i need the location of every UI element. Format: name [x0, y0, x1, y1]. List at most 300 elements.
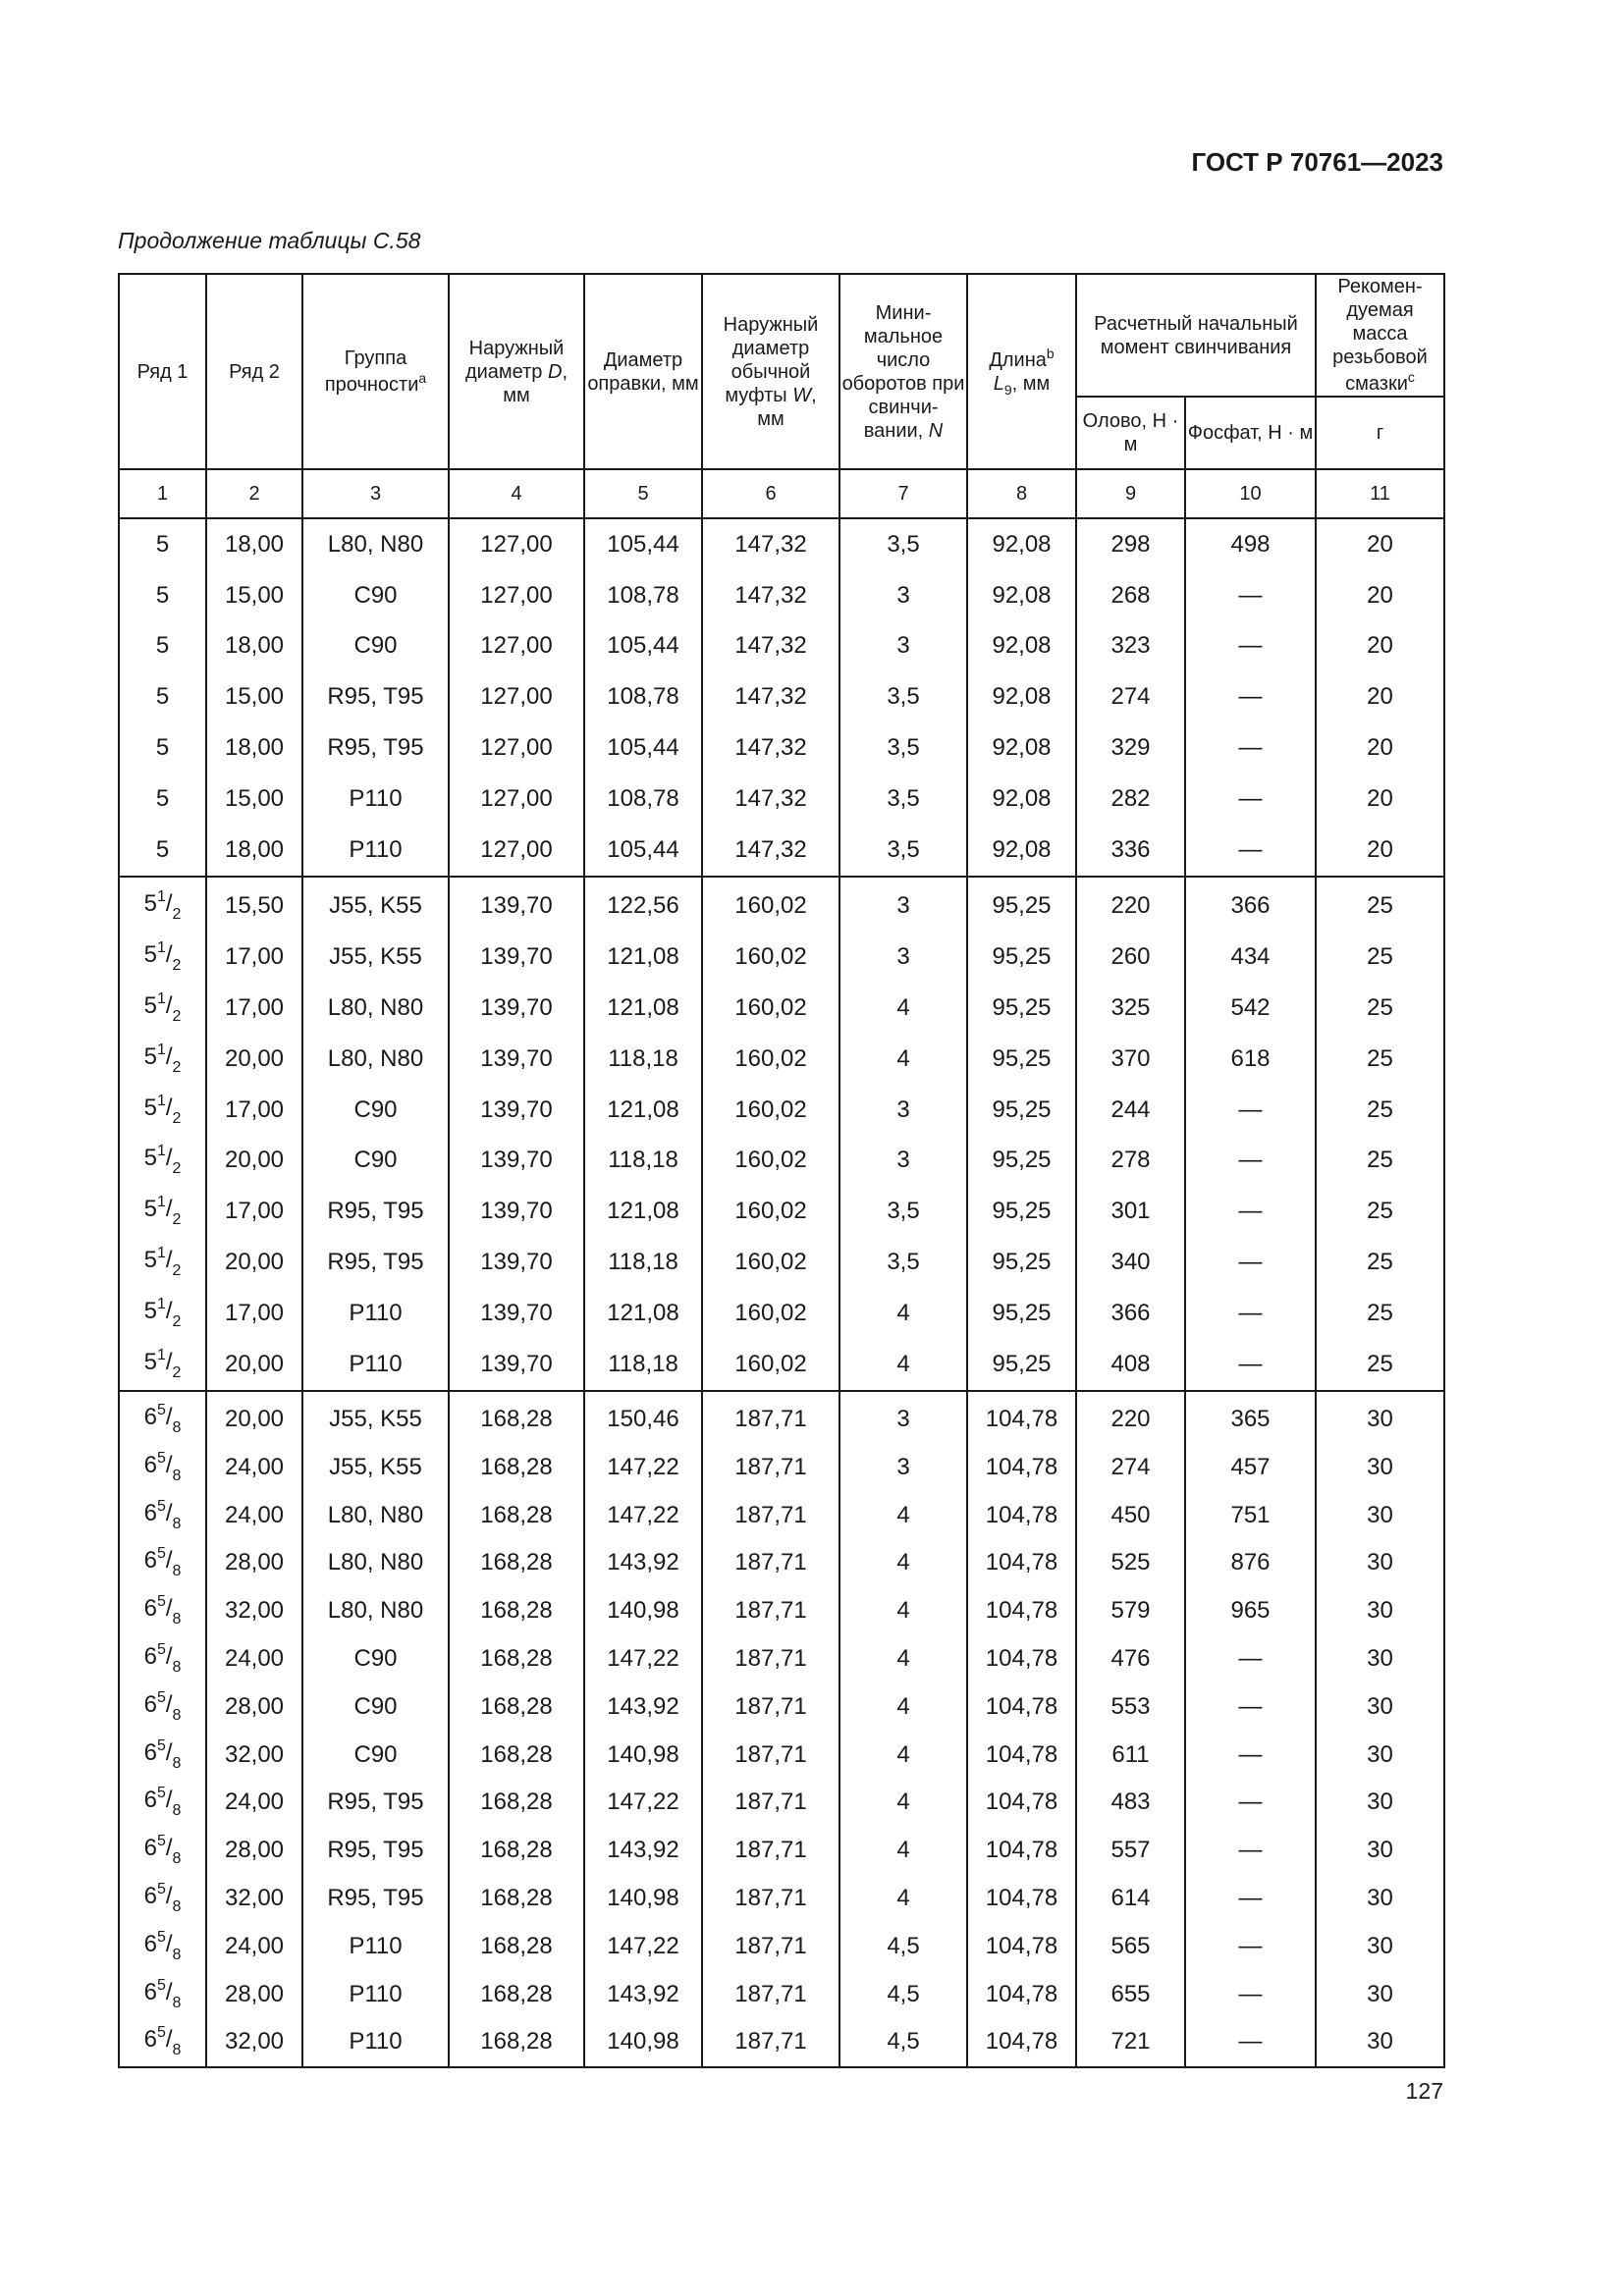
row2-value: 28,00 — [206, 1970, 302, 2018]
grease-mass: 25 — [1316, 1034, 1444, 1085]
drift-diameter: 118,18 — [584, 1339, 702, 1391]
length-value: 92,08 — [967, 518, 1076, 570]
column-number: 1 — [119, 469, 206, 518]
strength-group: P110 — [302, 1288, 449, 1339]
phosphate-torque: — — [1185, 1085, 1316, 1136]
phosphate-torque: — — [1185, 1237, 1316, 1288]
grease-mass: 30 — [1316, 1391, 1444, 1444]
table-row — [119, 1237, 1444, 1288]
length-value: 95,25 — [967, 1136, 1076, 1187]
phosphate-torque: — — [1185, 1875, 1316, 1923]
strength-group: C90 — [302, 1635, 449, 1683]
row1-value — [119, 518, 206, 570]
column-number: 8 — [967, 469, 1076, 518]
phosphate-torque: — — [1185, 1186, 1316, 1237]
tin-torque: 301 — [1076, 1186, 1185, 1237]
phosphate-torque: — — [1185, 1635, 1316, 1683]
table-row — [119, 1875, 1444, 1923]
coupling-diameter: 160,02 — [702, 932, 839, 983]
phosphate-torque: — — [1185, 1827, 1316, 1875]
phosphate-torque: 542 — [1185, 983, 1316, 1034]
tin-torque: 274 — [1076, 1443, 1185, 1491]
drift-diameter: 121,08 — [584, 1085, 702, 1136]
coupling-diameter: 160,02 — [702, 877, 839, 933]
min-turns: 3,5 — [839, 774, 967, 825]
phosphate-torque: — — [1185, 621, 1316, 672]
size-fraction: $5^1/_2$ — [143, 939, 182, 975]
row1-value — [119, 1391, 206, 1444]
strength-group: C90 — [302, 1136, 449, 1187]
phosphate-torque: — — [1185, 774, 1316, 825]
strength-group: L80, N80 — [302, 983, 449, 1034]
row1-value — [119, 1339, 206, 1391]
coupling-diameter: 147,32 — [702, 825, 839, 877]
coupling-diameter: 187,71 — [702, 1443, 839, 1491]
outer-diameter: 168,28 — [449, 1875, 584, 1923]
tin-torque: 244 — [1076, 1085, 1185, 1136]
coupling-diameter: 147,32 — [702, 722, 839, 774]
drift-diameter: 105,44 — [584, 621, 702, 672]
drift-diameter: 121,08 — [584, 1186, 702, 1237]
header-mass-unit: г — [1316, 397, 1444, 469]
phosphate-torque: — — [1185, 722, 1316, 774]
row2-value: 15,00 — [206, 774, 302, 825]
coupling-diameter: 187,71 — [702, 1635, 839, 1683]
min-turns: 3 — [839, 1391, 967, 1444]
size-fraction: $6^5/_8$ — [143, 1449, 182, 1484]
row2-value: 20,00 — [206, 1136, 302, 1187]
row2-value: 32,00 — [206, 1587, 302, 1635]
header-coupling-diameter: Наружный диаметр обычной муфты W, мм — [702, 274, 839, 469]
tin-torque: 325 — [1076, 983, 1185, 1034]
table-row — [119, 1186, 1444, 1237]
outer-diameter: 127,00 — [449, 825, 584, 877]
grease-mass: 30 — [1316, 1491, 1444, 1539]
row2-value: 20,00 — [206, 1237, 302, 1288]
grease-mass: 30 — [1316, 1539, 1444, 1587]
outer-diameter: 168,28 — [449, 1731, 584, 1779]
row1-value — [119, 877, 206, 933]
strength-group: L80, N80 — [302, 1587, 449, 1635]
length-value: 92,08 — [967, 774, 1076, 825]
grease-mass: 25 — [1316, 983, 1444, 1034]
page-number: 127 — [1405, 2078, 1443, 2104]
length-value: 104,78 — [967, 1875, 1076, 1923]
phosphate-torque: — — [1185, 1922, 1316, 1970]
min-turns: 4 — [839, 1491, 967, 1539]
grease-mass: 30 — [1316, 1779, 1444, 1827]
table-row — [119, 774, 1444, 825]
header-recommended-mass: Рекомен-дуемая масса резьбовой смазки$^c$ — [1316, 274, 1444, 397]
grease-mass: 25 — [1316, 1186, 1444, 1237]
strength-group: R95, T95 — [302, 1779, 449, 1827]
size-fraction: $5^1/_2$ — [143, 1041, 182, 1076]
strength-group: C90 — [302, 1682, 449, 1731]
table-row — [119, 1443, 1444, 1491]
grease-mass: 20 — [1316, 621, 1444, 672]
grease-mass: 20 — [1316, 671, 1444, 722]
data-table — [118, 273, 1445, 2068]
outer-diameter: 127,00 — [449, 570, 584, 621]
size-fraction: $6^5/_8$ — [143, 1928, 182, 1963]
size-fraction: 5 — [155, 581, 170, 609]
coupling-diameter: 160,02 — [702, 1085, 839, 1136]
length-value: 95,25 — [967, 1237, 1076, 1288]
header-phosphate: Фосфат, Н · м — [1185, 397, 1316, 469]
min-turns: 4 — [839, 983, 967, 1034]
row2-value: 32,00 — [206, 2018, 302, 2067]
row2-value: 20,00 — [206, 1391, 302, 1444]
row2-value: 32,00 — [206, 1875, 302, 1923]
outer-diameter: 127,00 — [449, 774, 584, 825]
row1-value — [119, 932, 206, 983]
drift-diameter: 147,22 — [584, 1443, 702, 1491]
row1-value — [119, 671, 206, 722]
drift-diameter: 147,22 — [584, 1635, 702, 1683]
drift-diameter: 105,44 — [584, 518, 702, 570]
table-row — [119, 877, 1444, 933]
outer-diameter: 168,28 — [449, 1922, 584, 1970]
length-value: 104,78 — [967, 1970, 1076, 2018]
strength-group: R95, T95 — [302, 1186, 449, 1237]
grease-mass: 30 — [1316, 2018, 1444, 2067]
tin-torque: 282 — [1076, 774, 1185, 825]
header-outer-diameter: Наружный диаметр D, мм — [449, 274, 584, 469]
size-fraction: $6^5/_8$ — [143, 1833, 182, 1868]
min-turns: 4 — [839, 1339, 967, 1391]
length-value: 104,78 — [967, 1491, 1076, 1539]
size-fraction: $6^5/_8$ — [143, 1880, 182, 1915]
coupling-diameter: 187,71 — [702, 1779, 839, 1827]
size-fraction: $6^5/_8$ — [143, 2024, 182, 2059]
table-row — [119, 1779, 1444, 1827]
length-value: 104,78 — [967, 1682, 1076, 1731]
strength-group: R95, T95 — [302, 1875, 449, 1923]
row1-value — [119, 1875, 206, 1923]
tin-torque: 565 — [1076, 1922, 1185, 1970]
size-fraction: $6^5/_8$ — [143, 1688, 182, 1724]
phosphate-torque: — — [1185, 825, 1316, 877]
row1-value — [119, 1034, 206, 1085]
drift-diameter: 118,18 — [584, 1136, 702, 1187]
length-value: 95,25 — [967, 1288, 1076, 1339]
size-fraction: $5^1/_2$ — [143, 1143, 182, 1178]
strength-group: J55, K55 — [302, 932, 449, 983]
phosphate-torque: — — [1185, 1970, 1316, 2018]
drift-diameter: 118,18 — [584, 1237, 702, 1288]
size-fraction: $6^5/_8$ — [143, 1401, 182, 1436]
coupling-diameter: 187,71 — [702, 1731, 839, 1779]
header-row1: Ряд 1 — [119, 274, 206, 469]
row1-value — [119, 1539, 206, 1587]
min-turns: 3 — [839, 932, 967, 983]
row2-value: 28,00 — [206, 1682, 302, 1731]
row2-value: 18,00 — [206, 722, 302, 774]
min-turns: 3,5 — [839, 518, 967, 570]
min-turns: 3,5 — [839, 671, 967, 722]
column-number: 5 — [584, 469, 702, 518]
row2-value: 17,00 — [206, 983, 302, 1034]
strength-group: L80, N80 — [302, 1539, 449, 1587]
grease-mass: 25 — [1316, 877, 1444, 933]
table-row — [119, 722, 1444, 774]
size-fraction: $6^5/_8$ — [143, 1497, 182, 1532]
row1-value — [119, 722, 206, 774]
drift-diameter: 118,18 — [584, 1034, 702, 1085]
min-turns: 3 — [839, 570, 967, 621]
table-header — [119, 274, 1444, 518]
length-value: 92,08 — [967, 570, 1076, 621]
min-turns: 3 — [839, 1136, 967, 1187]
outer-diameter: 127,00 — [449, 621, 584, 672]
min-turns: 3 — [839, 1443, 967, 1491]
min-turns: 3 — [839, 877, 967, 933]
row1-value — [119, 1922, 206, 1970]
row2-value: 18,00 — [206, 825, 302, 877]
grease-mass: 25 — [1316, 1085, 1444, 1136]
grease-mass: 30 — [1316, 1922, 1444, 1970]
drift-diameter: 108,78 — [584, 671, 702, 722]
row2-value: 24,00 — [206, 1635, 302, 1683]
outer-diameter: 168,28 — [449, 1970, 584, 2018]
table-row — [119, 932, 1444, 983]
drift-diameter: 105,44 — [584, 825, 702, 877]
outer-diameter: 168,28 — [449, 1443, 584, 1491]
row2-value: 24,00 — [206, 1779, 302, 1827]
coupling-diameter: 187,71 — [702, 1827, 839, 1875]
tin-torque: 476 — [1076, 1635, 1185, 1683]
outer-diameter: 168,28 — [449, 1491, 584, 1539]
strength-group: R95, T95 — [302, 722, 449, 774]
row1-value — [119, 825, 206, 877]
drift-diameter: 143,92 — [584, 1539, 702, 1587]
row1-value — [119, 1731, 206, 1779]
size-fraction: 5 — [155, 835, 170, 863]
column-number: 2 — [206, 469, 302, 518]
strength-group: C90 — [302, 570, 449, 621]
grease-mass: 30 — [1316, 1682, 1444, 1731]
size-fraction: $5^1/_2$ — [143, 1194, 182, 1229]
column-number: 3 — [302, 469, 449, 518]
outer-diameter: 168,28 — [449, 1682, 584, 1731]
coupling-diameter: 187,71 — [702, 1922, 839, 1970]
length-value: 104,78 — [967, 1731, 1076, 1779]
length-value: 95,25 — [967, 1034, 1076, 1085]
table-row — [119, 1034, 1444, 1085]
table-row — [119, 1682, 1444, 1731]
coupling-diameter: 187,71 — [702, 1970, 839, 2018]
outer-diameter: 139,70 — [449, 932, 584, 983]
row2-value: 18,00 — [206, 621, 302, 672]
document-id: ГОСТ Р 70761—2023 — [1191, 147, 1443, 177]
min-turns: 4 — [839, 1682, 967, 1731]
size-fraction: $5^1/_2$ — [143, 1245, 182, 1280]
strength-group: L80, N80 — [302, 1491, 449, 1539]
tin-torque: 278 — [1076, 1136, 1185, 1187]
size-fraction: $5^1/_2$ — [143, 1092, 182, 1127]
phosphate-torque: 498 — [1185, 518, 1316, 570]
drift-diameter: 143,92 — [584, 1970, 702, 2018]
length-value: 95,25 — [967, 1186, 1076, 1237]
grease-mass: 25 — [1316, 932, 1444, 983]
min-turns: 4 — [839, 1779, 967, 1827]
drift-diameter: 122,56 — [584, 877, 702, 933]
strength-group: J55, K55 — [302, 877, 449, 933]
min-turns: 4 — [839, 1034, 967, 1085]
table-row — [119, 671, 1444, 722]
grease-mass: 20 — [1316, 774, 1444, 825]
phosphate-torque: 876 — [1185, 1539, 1316, 1587]
drift-diameter: 121,08 — [584, 983, 702, 1034]
length-value: 104,78 — [967, 1635, 1076, 1683]
grease-mass: 30 — [1316, 1731, 1444, 1779]
length-value: 95,25 — [967, 983, 1076, 1034]
min-turns: 4,5 — [839, 1922, 967, 1970]
row1-value — [119, 1587, 206, 1635]
strength-group: J55, K55 — [302, 1443, 449, 1491]
row2-value: 17,00 — [206, 1288, 302, 1339]
size-fraction: $5^1/_2$ — [143, 990, 182, 1026]
tin-torque: 614 — [1076, 1875, 1185, 1923]
tin-torque: 408 — [1076, 1339, 1185, 1391]
size-fraction: $6^5/_8$ — [143, 1976, 182, 2011]
tin-torque: 323 — [1076, 621, 1185, 672]
row1-value — [119, 1288, 206, 1339]
outer-diameter: 168,28 — [449, 1635, 584, 1683]
outer-diameter: 168,28 — [449, 1779, 584, 1827]
drift-diameter: 143,92 — [584, 1682, 702, 1731]
drift-diameter: 147,22 — [584, 1491, 702, 1539]
header-strength-group: Группа прочности$^a$ — [302, 274, 449, 469]
coupling-diameter: 147,32 — [702, 518, 839, 570]
strength-group: C90 — [302, 1085, 449, 1136]
strength-group: P110 — [302, 1970, 449, 2018]
strength-group: C90 — [302, 1731, 449, 1779]
row2-value: 15,00 — [206, 671, 302, 722]
outer-diameter: 139,70 — [449, 1288, 584, 1339]
strength-group: R95, T95 — [302, 671, 449, 722]
strength-group: P110 — [302, 1339, 449, 1391]
tin-torque: 655 — [1076, 1970, 1185, 2018]
coupling-diameter: 160,02 — [702, 1034, 839, 1085]
grease-mass: 30 — [1316, 1443, 1444, 1491]
row2-value: 17,00 — [206, 932, 302, 983]
outer-diameter: 139,70 — [449, 1136, 584, 1187]
strength-group: P110 — [302, 1922, 449, 1970]
length-value: 104,78 — [967, 1827, 1076, 1875]
min-turns: 3,5 — [839, 1186, 967, 1237]
length-value: 104,78 — [967, 1443, 1076, 1491]
min-turns: 3 — [839, 621, 967, 672]
tin-torque: 220 — [1076, 877, 1185, 933]
phosphate-torque: 366 — [1185, 877, 1316, 933]
tin-torque: 370 — [1076, 1034, 1185, 1085]
phosphate-torque: 751 — [1185, 1491, 1316, 1539]
table-caption: Продолжение таблицы С.58 — [118, 228, 421, 253]
table-row — [119, 1587, 1444, 1635]
table-body — [119, 518, 1444, 2067]
drift-diameter: 140,98 — [584, 1731, 702, 1779]
outer-diameter: 168,28 — [449, 1587, 584, 1635]
row1-value — [119, 983, 206, 1034]
grease-mass: 20 — [1316, 722, 1444, 774]
min-turns: 4,5 — [839, 2018, 967, 2067]
tin-torque: 366 — [1076, 1288, 1185, 1339]
grease-mass: 25 — [1316, 1136, 1444, 1187]
length-value: 92,08 — [967, 722, 1076, 774]
drift-diameter: 147,22 — [584, 1922, 702, 1970]
table-row — [119, 1922, 1444, 1970]
drift-diameter: 121,08 — [584, 932, 702, 983]
length-value: 104,78 — [967, 1391, 1076, 1444]
size-fraction: 5 — [155, 734, 170, 762]
size-fraction: 5 — [155, 632, 170, 660]
tin-torque: 340 — [1076, 1237, 1185, 1288]
size-fraction: $6^5/_8$ — [143, 1736, 182, 1772]
coupling-diameter: 160,02 — [702, 1339, 839, 1391]
table-row — [119, 1539, 1444, 1587]
coupling-diameter: 147,32 — [702, 621, 839, 672]
row2-value: 20,00 — [206, 1339, 302, 1391]
table-row — [119, 1731, 1444, 1779]
phosphate-torque: — — [1185, 1339, 1316, 1391]
column-number-row — [119, 469, 1444, 518]
grease-mass: 30 — [1316, 1875, 1444, 1923]
strength-group: P110 — [302, 825, 449, 877]
drift-diameter: 105,44 — [584, 722, 702, 774]
table-row — [119, 825, 1444, 877]
row1-value — [119, 621, 206, 672]
phosphate-torque: 965 — [1185, 1587, 1316, 1635]
coupling-diameter: 187,71 — [702, 1875, 839, 1923]
table-row — [119, 570, 1444, 621]
length-value: 95,25 — [967, 932, 1076, 983]
tin-torque: 721 — [1076, 2018, 1185, 2067]
row2-value: 18,00 — [206, 518, 302, 570]
phosphate-torque: — — [1185, 1731, 1316, 1779]
grease-mass: 30 — [1316, 1970, 1444, 2018]
row2-value: 15,50 — [206, 877, 302, 933]
table-row — [119, 1288, 1444, 1339]
header-min-turns: Мини-мальное число оборотов при свинчи-вании, N — [839, 274, 967, 469]
row1-value — [119, 1491, 206, 1539]
length-value: 104,78 — [967, 1922, 1076, 1970]
row1-value — [119, 1085, 206, 1136]
outer-diameter: 168,28 — [449, 1827, 584, 1875]
outer-diameter: 139,70 — [449, 1034, 584, 1085]
strength-group: L80, N80 — [302, 1034, 449, 1085]
min-turns: 3 — [839, 1085, 967, 1136]
coupling-diameter: 187,71 — [702, 1391, 839, 1444]
min-turns: 4 — [839, 1875, 967, 1923]
phosphate-torque: — — [1185, 1136, 1316, 1187]
column-number: 6 — [702, 469, 839, 518]
size-fraction: 5 — [155, 530, 170, 558]
table-row — [119, 621, 1444, 672]
outer-diameter: 127,00 — [449, 518, 584, 570]
table-row — [119, 1635, 1444, 1683]
length-value: 92,08 — [967, 671, 1076, 722]
coupling-diameter: 187,71 — [702, 1682, 839, 1731]
size-fraction: $5^1/_2$ — [143, 1346, 182, 1381]
min-turns: 3,5 — [839, 825, 967, 877]
length-value: 95,25 — [967, 1085, 1076, 1136]
tin-torque: 329 — [1076, 722, 1185, 774]
row2-value: 24,00 — [206, 1443, 302, 1491]
row1-value — [119, 1136, 206, 1187]
outer-diameter: 139,70 — [449, 1237, 584, 1288]
phosphate-torque: — — [1185, 570, 1316, 621]
